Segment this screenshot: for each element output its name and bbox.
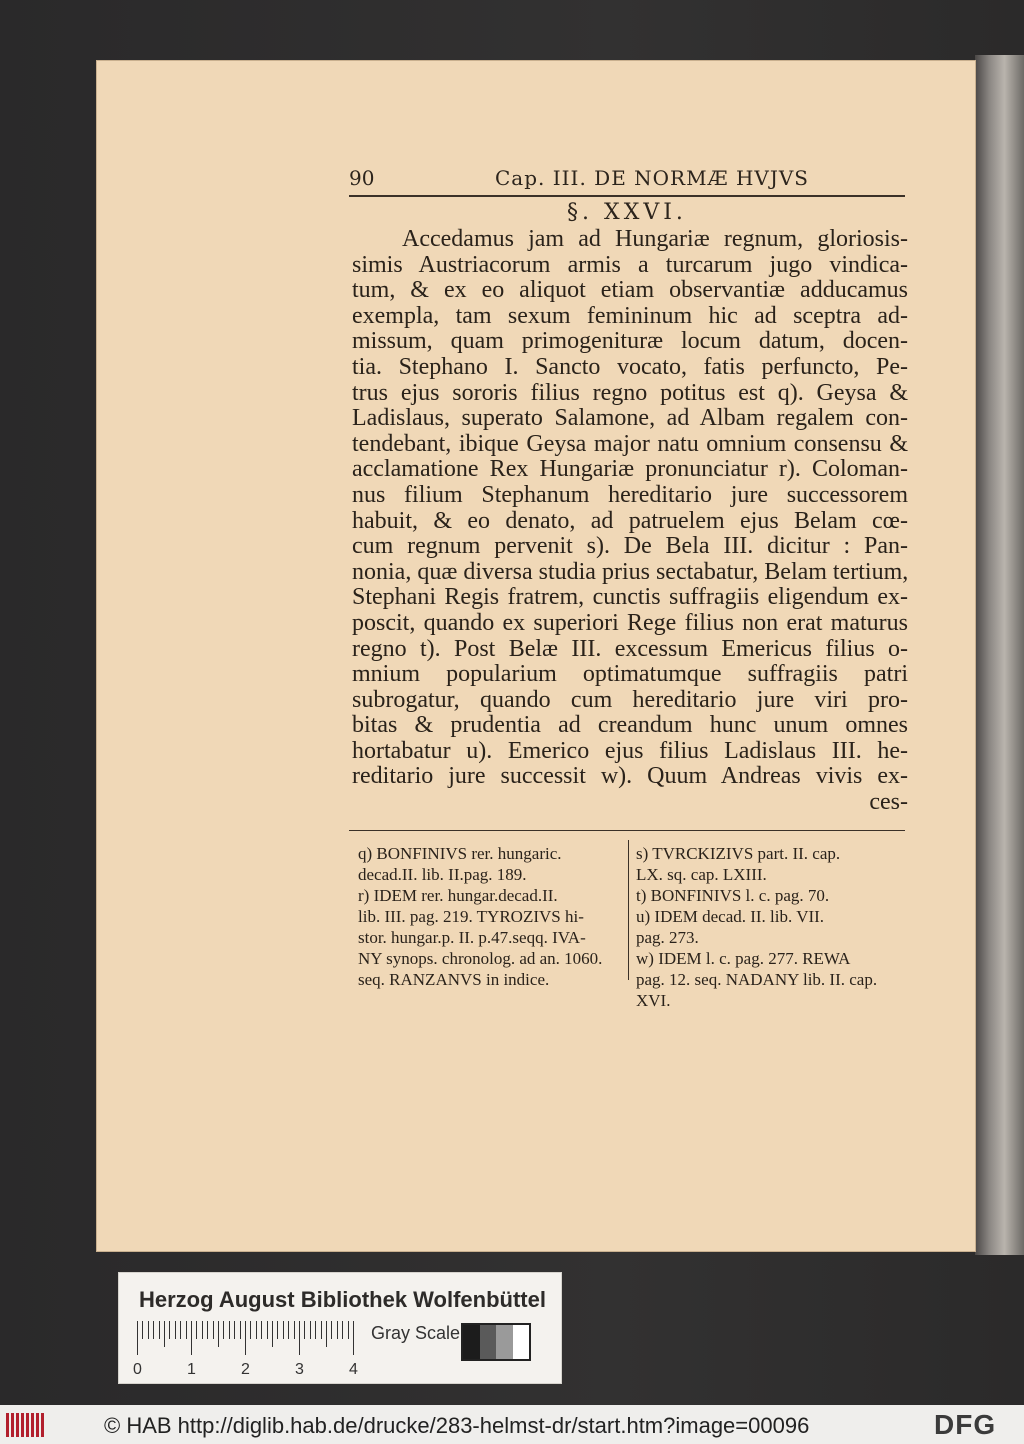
gray-swatch xyxy=(496,1325,513,1359)
section-heading: §. XXVI. xyxy=(567,200,687,225)
ruler-tick xyxy=(348,1321,349,1339)
ruler-tick xyxy=(169,1321,170,1339)
footnote-line: t) BONFINIVS l. c. pag. 70. xyxy=(636,886,830,905)
ruler-tick xyxy=(159,1321,160,1339)
running-head: Cap. III. DE NORMÆ HVJVS xyxy=(495,166,810,190)
body-line: tendebant, ibique Geysa major natu omnium consensu & xyxy=(352,430,908,457)
gray-swatch xyxy=(463,1325,480,1359)
body-line: bitas & prudentia ad creandum hunc unum omnes xyxy=(352,712,908,739)
body-line: habuit, & eo denato, ad patruelem ejus Belam cœ- xyxy=(352,507,908,534)
body-line: exempla, tam sexum femininum hic ad sceptra ad- xyxy=(352,302,908,329)
gray-swatch xyxy=(513,1325,530,1359)
footnote-line: pag. 273. xyxy=(636,928,699,947)
body-line: simis Austriacorum armis a turcarum jugo vindica- xyxy=(352,251,908,278)
ruler-scale xyxy=(133,1321,359,1378)
body-text xyxy=(352,227,908,816)
ruler-tick xyxy=(331,1321,332,1339)
body-line: mnium popularium optimatumque suffragiis patri xyxy=(352,661,908,688)
gray-scale-label: Gray Scale xyxy=(371,1323,461,1343)
ruler-tick xyxy=(283,1321,284,1339)
footnote-line: w) IDEM l. c. pag. 277. REWA xyxy=(636,949,851,968)
ruler-tick xyxy=(288,1321,289,1339)
gray-swatch xyxy=(480,1325,497,1359)
ruler-tick xyxy=(310,1321,311,1339)
ruler-tick xyxy=(353,1321,354,1355)
footnote-line: stor. hungar.p. II. p.47.seqq. IVA- xyxy=(358,928,586,947)
ruler-tick xyxy=(229,1321,230,1339)
footnotes-left xyxy=(358,843,624,990)
ruler-tick xyxy=(267,1321,268,1339)
body-line: nus filium Stephanum hereditario jure successorem xyxy=(352,481,908,508)
ruler-number: 0 xyxy=(133,1361,142,1378)
body-line: missum, quam primogenituræ locum datum, docen- xyxy=(352,328,908,355)
body-line: acclamatione Rex Hungariæ pronunciatur r). Coloman- xyxy=(352,456,908,483)
footnote-line: lib. III. pag. 219. TYROZIVS hi- xyxy=(358,907,584,926)
ruler-tick xyxy=(153,1321,154,1339)
body-line: reditario jure successit w). Quum Andreas vivis ex- xyxy=(352,763,908,790)
body-line: poscit, quando ex superiori Rege filius non erat maturus xyxy=(352,609,908,636)
ruler-tick xyxy=(245,1321,246,1355)
ruler-tick xyxy=(137,1321,138,1355)
ruler-tick xyxy=(294,1321,295,1339)
body-line: Accedamus jam ad Hungariæ regnum, gloriosis- xyxy=(402,226,908,252)
hab-barcode-logo-icon xyxy=(6,1413,46,1437)
body-line: tum, & ex eo aliquot etiam observantiæ adducamus xyxy=(352,277,908,304)
library-color-chart xyxy=(118,1272,562,1384)
ruler-tick xyxy=(342,1321,343,1339)
ruler-tick xyxy=(164,1321,165,1347)
footnote-column-separator xyxy=(628,840,629,980)
body-line: subrogatur, quando cum hereditario jure viri pro- xyxy=(352,686,908,713)
ruler-tick xyxy=(261,1321,262,1339)
footnote-line: decad.II. lib. II.pag. 189. xyxy=(358,865,527,884)
copyright-link[interactable]: © HAB http://diglib.hab.de/drucke/283-helmst-dr/start.htm?image=00096 xyxy=(104,1413,810,1438)
body-line: Stephani Regis fratrem, cunctis suffragiis eligendum ex- xyxy=(352,584,908,611)
footnote-line: r) IDEM rer. hungar.decad.II. xyxy=(358,886,558,905)
ruler-tick xyxy=(272,1321,273,1347)
ruler-tick xyxy=(256,1321,257,1339)
body-line: trus ejus sororis filius regno potitus est q). Geysa & xyxy=(352,379,908,406)
footnote-line: pag. 12. seq. NADANY lib. II. cap. xyxy=(636,970,878,989)
ruler-tick xyxy=(321,1321,322,1339)
footnote-line: u) IDEM decad. II. lib. VII. xyxy=(636,907,825,926)
footnote-line: q) BONFINIVS rer. hungaric. xyxy=(358,844,562,863)
ruler-number: 3 xyxy=(295,1361,304,1378)
ruler-tick xyxy=(148,1321,149,1339)
gray-scale-swatches xyxy=(461,1323,531,1361)
viewer-footer xyxy=(0,1405,1024,1444)
ruler-tick xyxy=(223,1321,224,1339)
ruler-tick xyxy=(142,1321,143,1339)
ruler-tick xyxy=(218,1321,219,1347)
body-line: ces- xyxy=(869,789,908,816)
ruler-number: 2 xyxy=(241,1361,250,1378)
ruler-tick xyxy=(234,1321,235,1339)
ruler-tick xyxy=(180,1321,181,1339)
ruler-tick xyxy=(175,1321,176,1339)
ruler-tick xyxy=(299,1321,300,1355)
book-spine xyxy=(975,55,1024,1255)
ruler-tick xyxy=(277,1321,278,1339)
ruler-number: 1 xyxy=(187,1361,196,1378)
footnote-line: NY synops. chronolog. ad an. 1060. xyxy=(358,949,603,968)
ruler-tick xyxy=(186,1321,187,1339)
body-line: cum regnum pervenit s). De Bela III. dicitur : Pan- xyxy=(352,533,908,560)
ruler-tick xyxy=(326,1321,327,1347)
footnote-rule xyxy=(349,830,905,831)
body-line: Ladislaus, superato Salamone, ad Albam regalem con- xyxy=(352,405,908,432)
ruler-tick xyxy=(202,1321,203,1339)
footnote-line: s) TVRCKIZIVS part. II. cap. xyxy=(636,844,841,863)
footnotes-right xyxy=(636,843,906,1011)
body-line: hortabatur u). Emerico ejus filius Ladislaus III. he- xyxy=(352,737,908,764)
ruler-tick xyxy=(337,1321,338,1339)
ruler-tick xyxy=(250,1321,251,1339)
ruler-tick xyxy=(207,1321,208,1339)
page-header xyxy=(349,166,909,192)
body-line: tia. Stephano I. Sancto vocato, fatis perfuncto, Pe- xyxy=(352,353,908,380)
footnote-line: XVI. xyxy=(636,991,671,1010)
footnote-line: seq. RANZANVS in indice. xyxy=(358,970,550,989)
ruler-number: 4 xyxy=(349,1361,358,1378)
ruler-tick xyxy=(240,1321,241,1339)
ruler-tick xyxy=(196,1321,197,1339)
ruler-tick xyxy=(315,1321,316,1339)
body-line: regno t). Post Belæ III. excessum Emericus filius o- xyxy=(352,635,908,662)
header-rule xyxy=(349,195,905,197)
body-line: nonia, quæ diversa studia prius sectabatur, Belam tertium, xyxy=(352,558,909,585)
page-number: 90 xyxy=(349,166,375,190)
dfg-logo: DFG xyxy=(934,1409,997,1440)
ruler-tick xyxy=(213,1321,214,1339)
ruler-tick xyxy=(191,1321,192,1355)
footnote-line: LX. sq. cap. LXIII. xyxy=(636,865,767,884)
library-name: Herzog August Bibliothek Wolfenbüttel xyxy=(139,1287,546,1312)
ruler-tick xyxy=(304,1321,305,1339)
